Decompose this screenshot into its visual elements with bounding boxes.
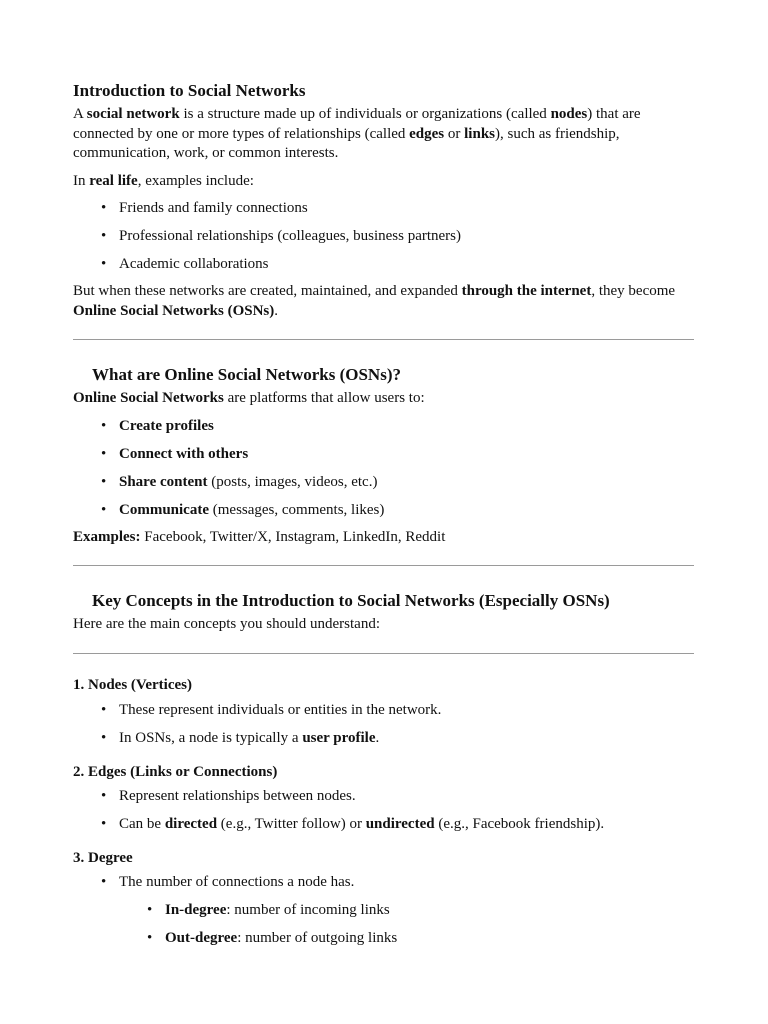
list-item: • Friends and family connections xyxy=(73,199,694,218)
osn-lead-paragraph xyxy=(73,389,694,409)
section-title-key-concepts: Key Concepts in the Introduction to Social Networks (Especially OSNs) xyxy=(92,591,610,610)
text-run: Facebook, Twitter/X, Instagram, LinkedIn, Reddit xyxy=(140,528,446,545)
concept-title-nodes: 1. Nodes (Vertices) xyxy=(73,676,192,693)
bold-term-real-life: real life xyxy=(89,172,138,189)
text-run: , they become xyxy=(591,283,676,299)
text-run: , examples include: xyxy=(137,172,254,189)
bold-term-user-profile: user profile xyxy=(302,729,376,746)
list-item xyxy=(73,445,694,464)
list-item xyxy=(73,901,694,920)
bold-term-directed: directed xyxy=(164,815,218,832)
text-run: . xyxy=(375,729,380,746)
list-item: • Represent relationships between nodes. xyxy=(73,787,694,806)
bold-term-out-degree: Out-degree xyxy=(165,929,238,946)
text-run: (messages, comments, likes) xyxy=(209,501,385,518)
text-run: ) that are connected by one or more types of relationships (called xyxy=(73,106,641,142)
section-title-introduction: Introduction to Social Networks xyxy=(73,81,306,100)
section-divider xyxy=(73,565,694,566)
osn-capabilities-list xyxy=(73,417,694,520)
intro-paragraph-internet xyxy=(73,282,694,321)
list-item xyxy=(73,729,694,748)
bold-term-links: links xyxy=(464,125,495,142)
bold-term-in-degree: In-degree xyxy=(165,901,227,918)
text-run: is a structure made up of individuals or organizations (called xyxy=(179,106,551,122)
degree-list xyxy=(73,873,694,892)
concept-title-edges: 2. Edges (Links or Connections) xyxy=(73,763,278,780)
text-run: . xyxy=(274,302,279,319)
list-item xyxy=(73,473,694,492)
section-divider xyxy=(73,653,694,654)
text-run: (posts, images, videos, etc.) xyxy=(207,473,378,490)
list-item: • Academic collaborations xyxy=(73,255,694,274)
osn-examples-paragraph xyxy=(73,528,694,548)
edges-list xyxy=(73,787,694,834)
concepts-lead-paragraph: Here are the main concepts you should understand: xyxy=(73,616,380,632)
concept-title-degree: 3. Degree xyxy=(73,849,133,866)
text-run: But when these networks are created, maintained, and expanded xyxy=(73,283,462,299)
list-item-bold: Share content xyxy=(119,473,208,490)
text-run: (e.g., Facebook friendship). xyxy=(434,815,605,832)
bold-term-edges: edges xyxy=(409,125,445,142)
text-run: A xyxy=(73,106,87,122)
bold-term-through-internet: through the internet xyxy=(461,283,592,299)
degree-sub-list xyxy=(73,901,694,948)
text-run: or xyxy=(444,125,465,142)
list-item-bold: Create profiles xyxy=(119,417,214,434)
bold-term-nodes: nodes xyxy=(550,106,588,122)
examples-label: Examples: xyxy=(73,528,141,545)
list-item-bold: Communicate xyxy=(119,501,209,518)
text-run: : number of incoming links xyxy=(226,901,390,918)
section-divider xyxy=(73,339,694,340)
list-item xyxy=(73,501,694,520)
list-item-bold: Connect with others xyxy=(119,445,249,462)
text-run: In OSNs, a node is typically a xyxy=(119,729,303,746)
list-item xyxy=(73,417,694,436)
intro-paragraph-real-life xyxy=(73,172,694,192)
text-run: (e.g., Twitter follow) or xyxy=(217,815,366,832)
list-item xyxy=(73,815,694,834)
bold-term-online-social-networks: Online Social Networks xyxy=(73,390,224,406)
list-item: • The number of connections a node has. xyxy=(73,873,694,892)
bold-term-osns: Online Social Networks (OSNs) xyxy=(73,302,275,319)
text-run: are platforms that allow users to: xyxy=(223,390,425,406)
bold-term-social-network: social network xyxy=(86,106,180,122)
intro-paragraph-definition xyxy=(73,105,694,164)
text-run: Can be xyxy=(119,815,165,832)
list-item: • Professional relationships (colleagues, business partners) xyxy=(73,227,694,246)
text-run: In xyxy=(73,172,90,189)
text-run: ), such as friendship, communication, work, or common interests. xyxy=(73,125,620,161)
list-item: • These represent individuals or entities in the network. xyxy=(73,701,694,720)
list-item xyxy=(73,929,694,948)
real-life-examples-list xyxy=(73,199,694,274)
bold-term-undirected: undirected xyxy=(365,815,435,832)
nodes-list xyxy=(73,701,694,748)
section-title-what-are-osns: What are Online Social Networks (OSNs)? xyxy=(92,365,401,384)
text-run: : number of outgoing links xyxy=(237,929,398,946)
